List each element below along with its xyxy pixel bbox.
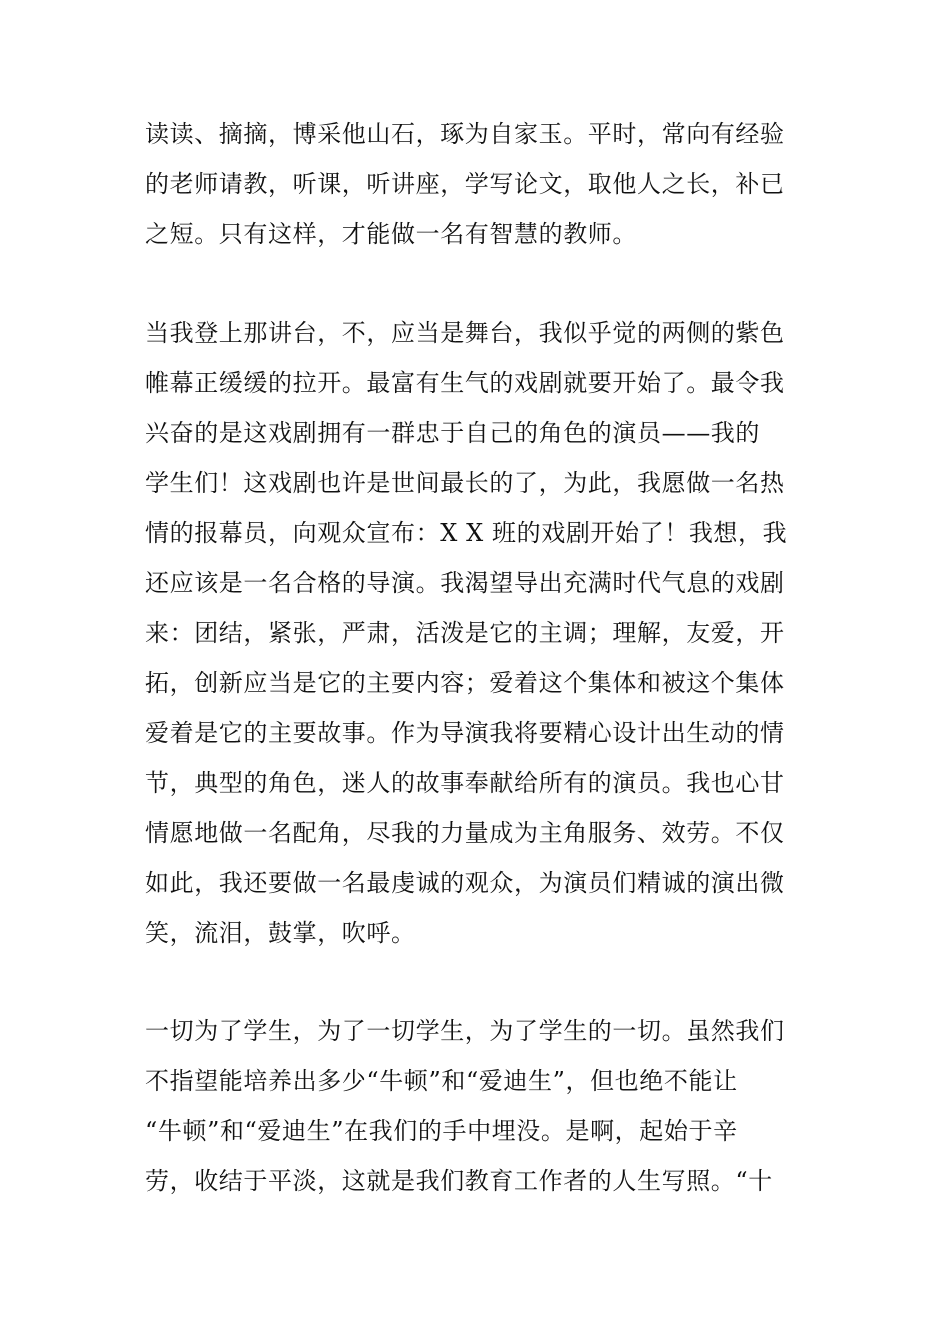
text-line: 的老师请教，听课，听讲座，学写论文，取他人之长，补已: [145, 170, 785, 198]
paragraph: [145, 109, 825, 259]
text-line: 拓，创新应当是它的主要内容；爱着这个集体和被这个集体: [145, 669, 785, 697]
text-line: 帷幕正缓缓的拉开。最富有生气的戏剧就要开始了。最令我: [145, 369, 785, 397]
text-line: 学生们！这戏剧也许是世间最长的了，为此，我愿做一名热: [145, 469, 785, 497]
text-line: 一切为了学生，为了一切学生，为了学生的一切。虽然我们: [145, 1017, 785, 1045]
text-line: “牛顿”和“爱迪生”在我们的手中埋没。是啊，起始于辛: [145, 1117, 738, 1145]
text-line: 笑，流泪，鼓掌，吹呼。: [145, 919, 416, 947]
text-line: 劳，收结于平淡，这就是我们教育工作者的人生写照。“十: [145, 1167, 773, 1195]
paragraph: [145, 308, 825, 958]
text-line: 读读、摘摘，博采他山石，琢为自家玉。平时，常向有经验: [145, 120, 785, 148]
text-line: 来：团结，紧张，严肃，活泼是它的主调；理解，友爱，开: [145, 619, 785, 647]
text-line: 之短。只有这样，才能做一名有智慧的教师。: [145, 220, 637, 248]
text-line: 情的报幕员，向观众宣布：X X 班的戏剧开始了！我想，我: [145, 519, 788, 547]
text-line: 不指望能培养出多少“牛顿”和“爱迪生”，但也绝不能让: [145, 1067, 738, 1095]
text-line: 爱着是它的主要故事。作为导演我将要精心设计出生动的情: [145, 719, 785, 747]
paragraph: [145, 1006, 825, 1206]
text-line: 如此，我还要做一名最虔诚的观众，为演员们精诚的演出微: [145, 869, 785, 897]
text-line: 情愿地做一名配角，尽我的力量成为主角服务、效劳。不仅: [145, 819, 785, 847]
text-line: 节，典型的角色，迷人的故事奉献给所有的演员。我也心甘: [145, 769, 785, 797]
text-line: 还应该是一名合格的导演。我渴望导出充满时代气息的戏剧: [145, 569, 785, 597]
text-line: 当我登上那讲台，不，应当是舞台，我似乎觉的两侧的紫色: [145, 319, 785, 347]
text-line: 兴奋的是这戏剧拥有一群忠于自己的角色的演员——我的: [145, 419, 760, 447]
